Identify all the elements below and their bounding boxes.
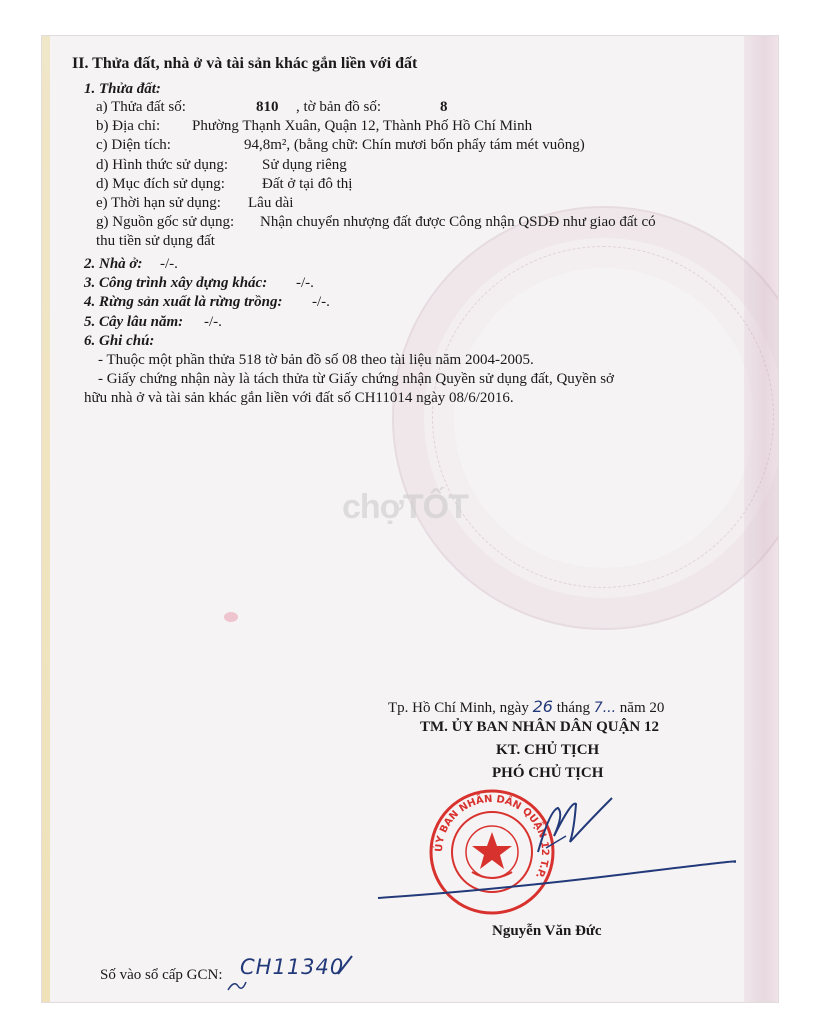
issue-date <box>388 698 664 717</box>
construction-value: -/-. <box>296 275 314 291</box>
registry-label: Số vào sổ cấp GCN: <box>100 967 223 983</box>
registry-tail-stroke <box>334 954 356 978</box>
parcel-heading: 1. Thửa đất: <box>84 81 161 97</box>
usage-form-label: d) Hình thức sử dụng: <box>96 157 229 173</box>
chairman-line: KT. CHỦ TỊCH <box>496 742 600 758</box>
background-emblem-ring <box>432 246 774 588</box>
usage-purpose-value: Đất ở tại đô thị <box>262 176 353 192</box>
usage-form-value: Sử dụng riêng <box>262 157 347 173</box>
notes-line-2a: - Giấy chứng nhận này là tách thửa từ Giấy chứng nhận Quyền sử dụng đất, Quyền sở <box>98 371 614 387</box>
area-label: c) Diện tích: <box>96 137 171 153</box>
origin-value-line1: Nhận chuyển nhượng đất được Công nhận QSDĐ như giao đất có <box>260 214 656 230</box>
map-sheet-label: , tờ bản đồ số: <box>296 99 382 115</box>
registry-scribble <box>226 978 248 992</box>
vice-chairman-line: PHÓ CHỦ TỊCH <box>492 765 604 781</box>
date-month: 7... <box>593 700 617 716</box>
perennial-heading: 5. Cây lâu năm: <box>84 314 184 330</box>
usage-term-label: e) Thời hạn sử dụng: <box>96 195 221 211</box>
forest-heading: 4. Rừng sản xuất là rừng trồng: <box>84 294 283 310</box>
origin-label: g) Nguồn gốc sử dụng: <box>96 214 235 230</box>
usage-purpose-label: d) Mục đích sử dụng: <box>96 176 225 192</box>
notes-line-2b: hữu nhà ở và tài sản khác gắn liền với đất số CH11014 ngày 08/6/2016. <box>84 390 514 406</box>
registry-number: CH11340 <box>240 955 345 979</box>
notes-heading: 6. Ghi chú: <box>84 333 155 349</box>
forest-value: -/-. <box>312 294 330 310</box>
date-prefix: Tp. Hồ Chí Minh, ngày <box>388 700 529 716</box>
perennial-value: -/-. <box>204 314 222 330</box>
signature-sweep <box>376 860 736 900</box>
construction-heading: 3. Công trình xây dựng khác: <box>84 275 268 291</box>
parcel-number-value: 810 <box>256 99 279 115</box>
authority-line: TM. ỦY BAN NHÂN DÂN QUẬN 12 <box>420 719 660 735</box>
date-year-label: năm 20 <box>619 700 665 716</box>
pink-smudge <box>224 612 238 622</box>
section-title: II. Thửa đất, nhà ở và tài sản khác gắn liền với đất <box>72 55 418 72</box>
date-month-label: tháng <box>556 700 591 716</box>
house-heading: 2. Nhà ở: <box>84 256 143 272</box>
address-value: Phường Thạnh Xuân, Quận 12, Thành Phố Hồ Chí Minh <box>192 118 533 134</box>
house-value: -/-. <box>160 256 178 272</box>
map-sheet-value: 8 <box>440 99 448 115</box>
origin-value-line2: thu tiền sử dụng đất <box>96 233 215 249</box>
signature-mark <box>520 790 620 860</box>
address-label: b) Địa chỉ: <box>96 118 161 134</box>
left-margin-strip <box>42 36 50 1002</box>
parcel-number-label: a) Thửa đất số: <box>96 99 186 115</box>
seal-text: ỦY BAN NHÂN DÂN QUẬN 12 T.P. <box>433 793 551 881</box>
signer-name: Nguyễn Văn Đức <box>492 923 602 939</box>
usage-term-value: Lâu dài <box>248 195 294 211</box>
area-value: 94,8m², (bằng chữ: Chín mươi bốn phẩy tám mét vuông) <box>244 137 585 153</box>
date-day: 26 <box>532 697 553 716</box>
notes-line-1: - Thuộc một phần thửa 518 tờ bản đồ số 08 theo tài liệu năm 2004-2005. <box>98 352 534 368</box>
watermark: chợTỐT <box>342 488 468 526</box>
